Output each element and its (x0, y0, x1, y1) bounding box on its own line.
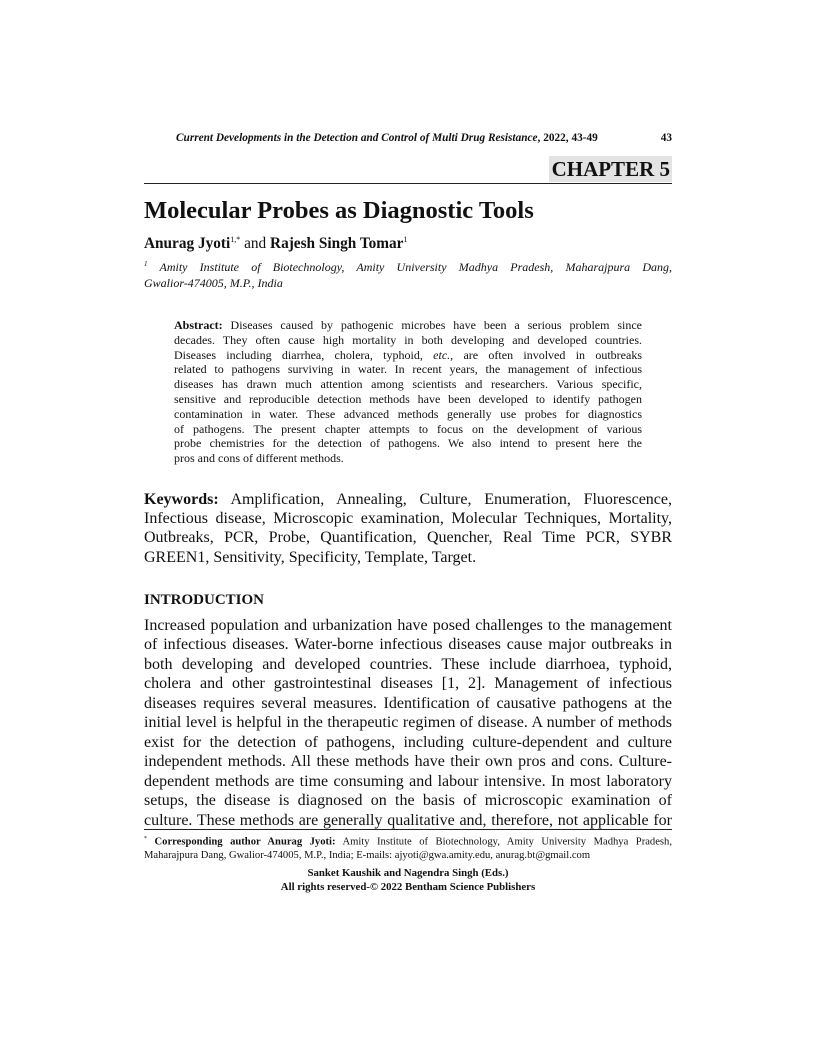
intro-line: Increased population and urbanization have posed challenges to the management (144, 617, 672, 634)
abstract-line: Diseases caused by pathogenic microbes have been a serious problem since (222, 318, 642, 332)
book-year-pages: , 2022, 43-49 (537, 132, 598, 144)
page-number: 43 (660, 132, 672, 144)
author-2: Rajesh Singh Tomar (270, 235, 404, 253)
affiliation (144, 256, 672, 291)
footnote-rule (144, 829, 672, 830)
intro-line: independent methods. All these methods have their own pros and cons. Culture- (144, 753, 672, 771)
intro-line: cholera and other gastrointestinal diseases [1, 2]. Management of infectious (144, 675, 672, 693)
footnote-sup: * (144, 836, 147, 842)
intro-line: both developing and developed countries. These include diarrhoea, typhoid, (144, 655, 672, 673)
abstract-label: Abstract: (174, 318, 223, 332)
running-header (144, 132, 672, 148)
intro-line: culture. These methods are generally qualitative and, therefore, not applicable for (144, 811, 672, 829)
keywords-label: Keywords: (144, 491, 219, 508)
footnote (144, 833, 672, 863)
abstract-line: decades. They often cause high mortality in both developing and developed countries. (174, 332, 642, 347)
intro-line: dependent methods are time consuming and labour intensive. In most laboratory (144, 772, 672, 790)
abstract-line: pros and cons of different methods. (174, 451, 344, 466)
abstract-line: Diseases including diarrhea, cholera, typhoid, (174, 347, 434, 362)
footnote-label: Corresponding author Anurag Jyoti: (147, 836, 336, 848)
intro-line: initial level is helpful in the therapeutic regimen of disease. A number of methods (144, 714, 672, 732)
keywords-line: Infectious disease, Microscopic examination, Molecular Techniques, Mortality, (144, 510, 672, 528)
editors: Sanket Kaushik and Nagendra Singh (Eds.) (307, 867, 509, 879)
keywords (144, 490, 672, 567)
abstract-line: probe chemistries for the detection of pathogens. We also intend to present here the (174, 436, 642, 451)
abstract-line: related to pathogens surviving in water. In recent years, the management of infectious (174, 362, 642, 377)
abstract (174, 318, 642, 466)
abstract-line: diseases has drawn much attention among scientists and researchers. Various specific, (174, 377, 642, 392)
and: and (240, 235, 271, 253)
book-title: Current Developments in the Detection and Control of Multi Drug Resistance (176, 132, 538, 144)
intro-line: diseases requires several measures. Identification of causative pathogens at the (144, 694, 672, 712)
affil-sup: 1 (144, 260, 148, 268)
abstract-italic: etc. (433, 347, 451, 362)
chapter-title: Molecular Probes as Diagnostic Tools (144, 197, 534, 224)
section-heading-introduction: INTRODUCTION (144, 592, 265, 608)
affil-line: Amity Institute of Biotechnology, Amity University Madhya Pradesh, Maharajpura Dang, (147, 260, 672, 274)
affil-line: Gwalior-474005, M.P., India (144, 276, 283, 290)
chapter-label: CHAPTER 5 (549, 156, 672, 182)
author-1-sup: 1,* (230, 235, 241, 244)
authors (144, 231, 407, 253)
publisher-info (144, 866, 672, 894)
author-2-sup: 1 (403, 235, 408, 244)
footnote-line: Maharajpura Dang, Gwalior-474005, M.P., India; E-mails: ajyoti@gwa.amity.edu, anurag.bt@gmail.com (144, 850, 591, 862)
intro-line: setups, the disease is diagnosed on the basis of microscopic examination of (144, 792, 672, 810)
abstract-rest (174, 362, 642, 466)
keywords-line: GREEN1, Sensitivity, Specificity, Template, Target. (144, 548, 477, 566)
author-1: Anurag Jyoti (144, 235, 231, 253)
keywords-line: Amplification, Annealing, Culture, Enumeration, Fluorescence, (218, 491, 672, 508)
abstract-line: , are often involved in outbreaks (450, 347, 642, 362)
intro-line: of infectious diseases. Water-borne infectious diseases cause major outbreaks in (144, 636, 672, 654)
intro-line: exist for the detection of pathogens, including culture-dependent and culture (144, 733, 672, 751)
abstract-line: contamination in water. These advanced methods generally use probes for diagnostics (174, 406, 642, 421)
footnote-line: Amity Institute of Biotechnology, Amity University Madhya Pradesh, (335, 836, 672, 848)
abstract-line: of pathogens. The present chapter attempts to focus on the development of various (174, 421, 642, 436)
introduction-text (144, 616, 672, 830)
keywords-line: Outbreaks, PCR, Probe, Quantification, Quencher, Real Time PCR, SYBR (144, 529, 672, 547)
copyright: All rights reserved-© 2022 Bentham Science Publishers (280, 881, 536, 893)
keywords-rest (144, 509, 672, 567)
header-rule (144, 183, 672, 184)
abstract-line: sensitive and reproducible detection methods have been developed to identify pathogen (174, 391, 642, 406)
